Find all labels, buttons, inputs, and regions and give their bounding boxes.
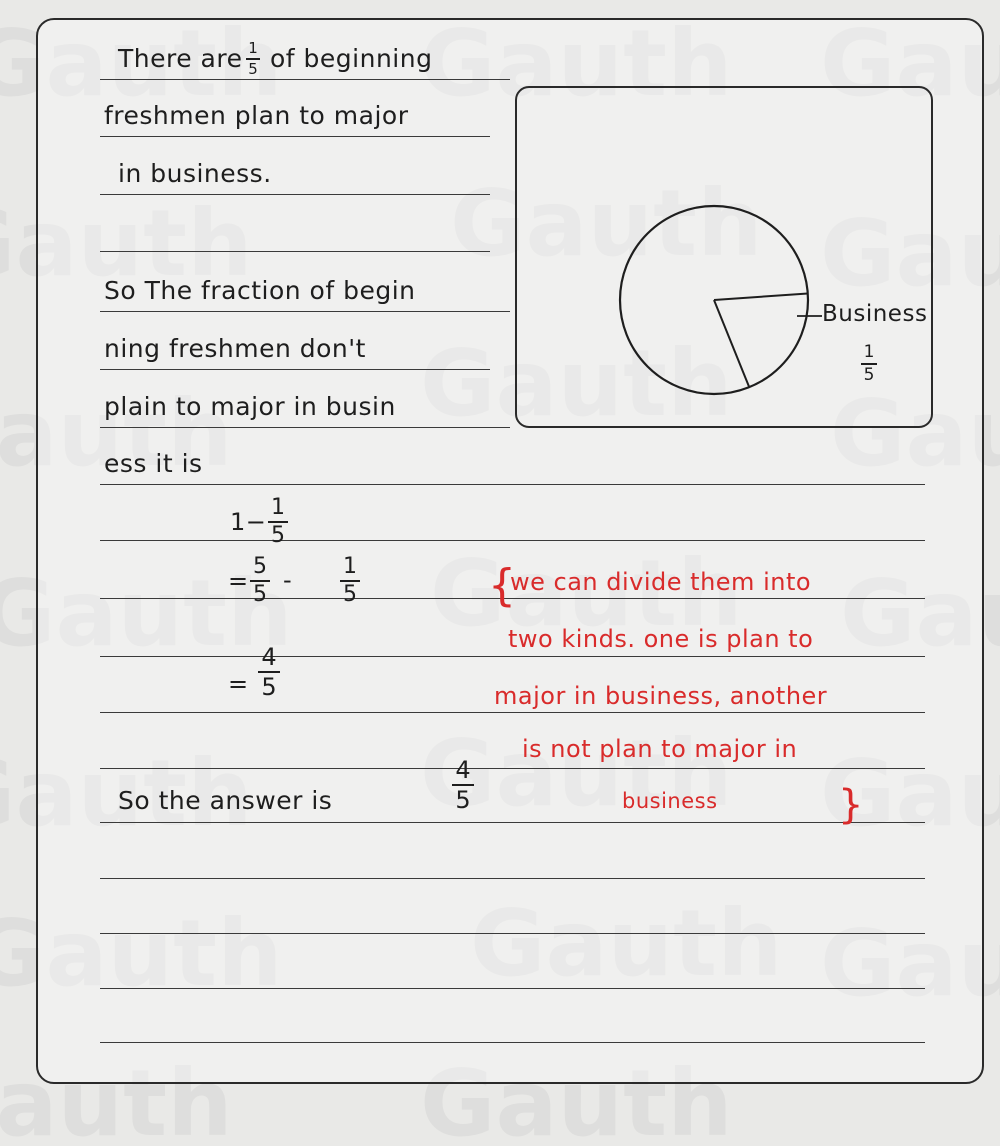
ruled-line	[100, 712, 925, 713]
fraction-denominator: 5	[343, 582, 357, 607]
ruled-line	[100, 1042, 925, 1043]
fraction-five-fifths	[250, 556, 270, 606]
ruled-line	[100, 311, 510, 312]
fraction-denominator: 5	[261, 673, 277, 701]
text-line-4: So The fraction of begin	[104, 276, 416, 305]
ruled-line	[100, 194, 490, 195]
fraction-denominator: 5	[271, 523, 285, 548]
text-line-6: plain to major in busin	[104, 392, 396, 421]
pie-slice-edge	[714, 293, 808, 300]
ruled-line	[100, 251, 490, 252]
ruled-line	[100, 136, 490, 137]
business-label: Business	[822, 301, 928, 327]
fraction-numerator: 1	[248, 39, 258, 57]
note-line-3: major in business, another	[494, 682, 828, 710]
ruled-line	[100, 540, 925, 541]
fraction-numerator: 4	[455, 756, 471, 784]
fraction-numerator: 5	[253, 554, 267, 579]
fraction-numerator: 1	[343, 554, 357, 579]
fraction-four-fifths	[258, 645, 280, 699]
note-line-1: we can divide them into	[510, 568, 812, 596]
answer-prefix: So the answer is	[118, 786, 333, 815]
text-line-1b: of beginning	[270, 44, 433, 73]
ruled-line	[100, 933, 925, 934]
fraction-denominator: 5	[863, 365, 875, 385]
text-line-2: freshmen plan to major	[104, 101, 409, 130]
ruled-line	[100, 878, 925, 879]
text-line-5: ning freshmen don't	[104, 334, 366, 363]
ruled-line	[100, 822, 925, 823]
note-brace-close: }	[838, 782, 864, 828]
ruled-line	[100, 427, 510, 428]
ruled-line	[100, 656, 925, 657]
step3-equals: =	[228, 670, 249, 698]
ruled-line	[100, 369, 490, 370]
pie-diagram-box	[515, 86, 933, 428]
note-line-2: two kinds. one is plan to	[508, 625, 814, 653]
business-fraction	[861, 344, 877, 384]
ruled-line	[100, 79, 510, 80]
fraction-numerator: 1	[271, 495, 285, 520]
ruled-line	[100, 484, 925, 485]
ruled-line	[100, 768, 925, 769]
note-line-4: is not plan to major in	[522, 735, 798, 763]
ruled-line	[100, 988, 925, 989]
step2-minus: -	[283, 566, 293, 594]
answer-fraction	[452, 758, 474, 812]
fraction-numerator: 4	[261, 643, 277, 671]
fraction-denominator: 5	[253, 582, 267, 607]
fraction-denominator: 5	[248, 60, 258, 78]
note-brace-open: {	[488, 560, 516, 611]
pie-slice-edge	[714, 300, 749, 387]
step1-prefix: 1−	[230, 508, 267, 536]
fraction-one-fifth	[246, 41, 260, 77]
note-line-5: business	[622, 789, 718, 813]
fraction-one-fifth	[268, 497, 288, 547]
text-line-1a: There are	[118, 44, 243, 73]
text-line-3: in business.	[118, 159, 272, 188]
fraction-one-fifth	[340, 556, 360, 606]
fraction-denominator: 5	[455, 786, 471, 814]
step2-equals: =	[228, 567, 249, 595]
fraction-numerator: 1	[863, 342, 875, 362]
text-line-7: ess it is	[104, 449, 203, 478]
